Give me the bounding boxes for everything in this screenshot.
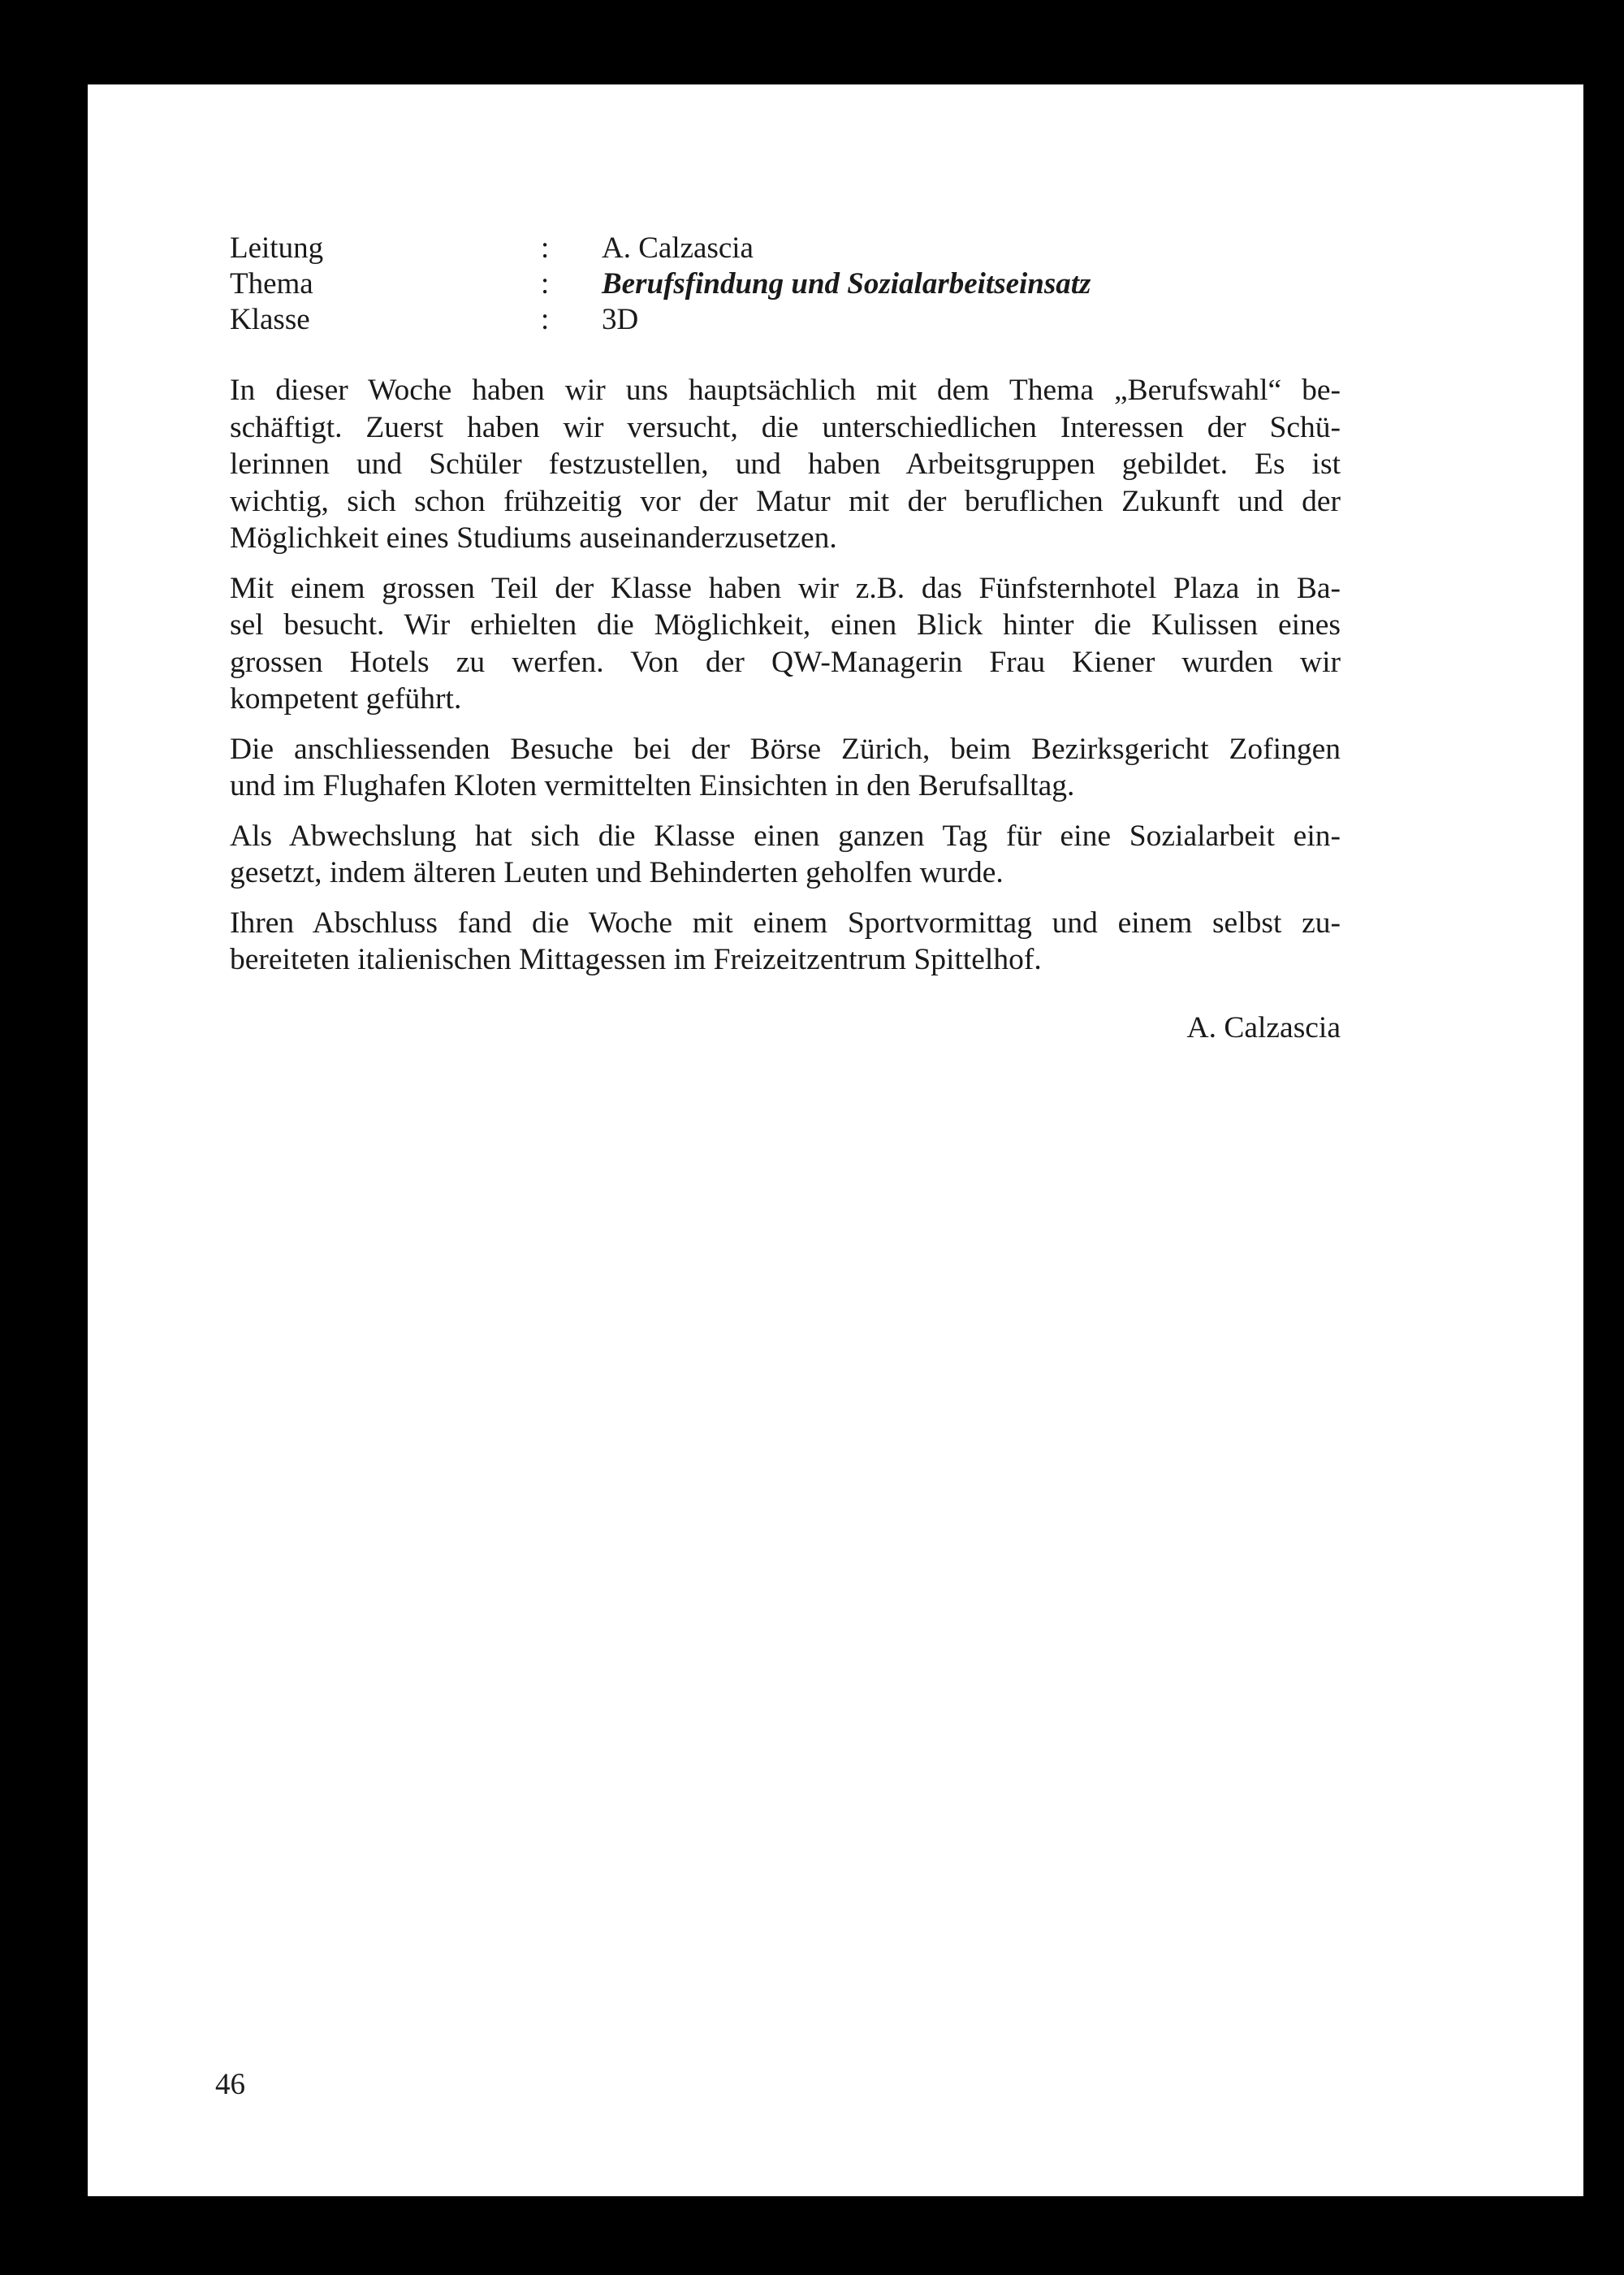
text-line: Mit einem grossen Teil der Klasse haben wir z.B. das Fünfsternhotel Plaza in Ba- — [230, 571, 1341, 605]
body-paragraph — [230, 818, 1341, 892]
text-line: In dieser Woche haben wir uns hauptsächlich mit dem Thema „Berufswahl“ be- — [230, 374, 1341, 407]
text-line: Die anschliessenden Besuche bei der Börse Zürich, beim Bezirksgericht Zofingen — [230, 732, 1341, 766]
header-separator: : — [541, 231, 550, 265]
header-separator: : — [541, 303, 550, 336]
document-page — [88, 84, 1583, 2196]
body-paragraph — [230, 372, 1341, 557]
text-line: schäftigt. Zuerst haben wir versucht, die unterschiedlichen Interessen der Schü- — [230, 410, 1341, 444]
header-value-thema: Berufsfindung und Sozialarbeitseinsatz — [602, 267, 1091, 301]
text-line: sel besucht. Wir erhielten die Möglichkeit, einen Blick hinter die Kulissen eines — [230, 608, 1341, 642]
signature: A. Calzascia — [1186, 1010, 1341, 1045]
page-content — [230, 231, 1341, 1046]
header-separator: : — [541, 267, 550, 301]
header-table — [230, 231, 1341, 338]
text-line: gesetzt, indem älteren Leuten und Behinderten geholfen wurde. — [230, 856, 1004, 889]
text-line: Ihren Abschluss fand die Woche mit einem Sportvormittag und einem selbst zu- — [230, 906, 1341, 940]
text-line: Als Abwechslung hat sich die Klasse einen ganzen Tag für eine Sozialarbeit ein- — [230, 819, 1341, 853]
header-label-klasse: Klasse — [230, 303, 310, 336]
text-line: kompetent geführt. — [230, 682, 462, 716]
body-paragraph — [230, 570, 1341, 718]
text-line: lerinnen und Schüler festzustellen, und haben Arbeitsgruppen gebildet. Es ist — [230, 448, 1341, 481]
body-paragraph — [230, 731, 1341, 805]
header-value-leitung: A. Calzascia — [602, 231, 754, 265]
page-number: 46 — [215, 2068, 245, 2101]
text-line: und im Flughafen Kloten vermittelten Einsichten in den Berufsalltag. — [230, 769, 1075, 802]
body-paragraph — [230, 905, 1341, 979]
text-line: bereiteten italienischen Mittagessen im Freizeitzentrum Spittelhof. — [230, 943, 1042, 976]
header-value-klasse: 3D — [602, 303, 639, 336]
text-line: Möglichkeit eines Studiums auseinanderzusetzen. — [230, 521, 837, 555]
text-line: grossen Hotels zu werfen. Von der QW-Managerin Frau Kiener wurden wir — [230, 645, 1341, 679]
text-line: wichtig, sich schon frühzeitig vor der Matur mit der beruflichen Zukunft und der — [230, 484, 1341, 518]
header-label-thema: Thema — [230, 267, 313, 301]
header-label-leitung: Leitung — [230, 231, 324, 265]
